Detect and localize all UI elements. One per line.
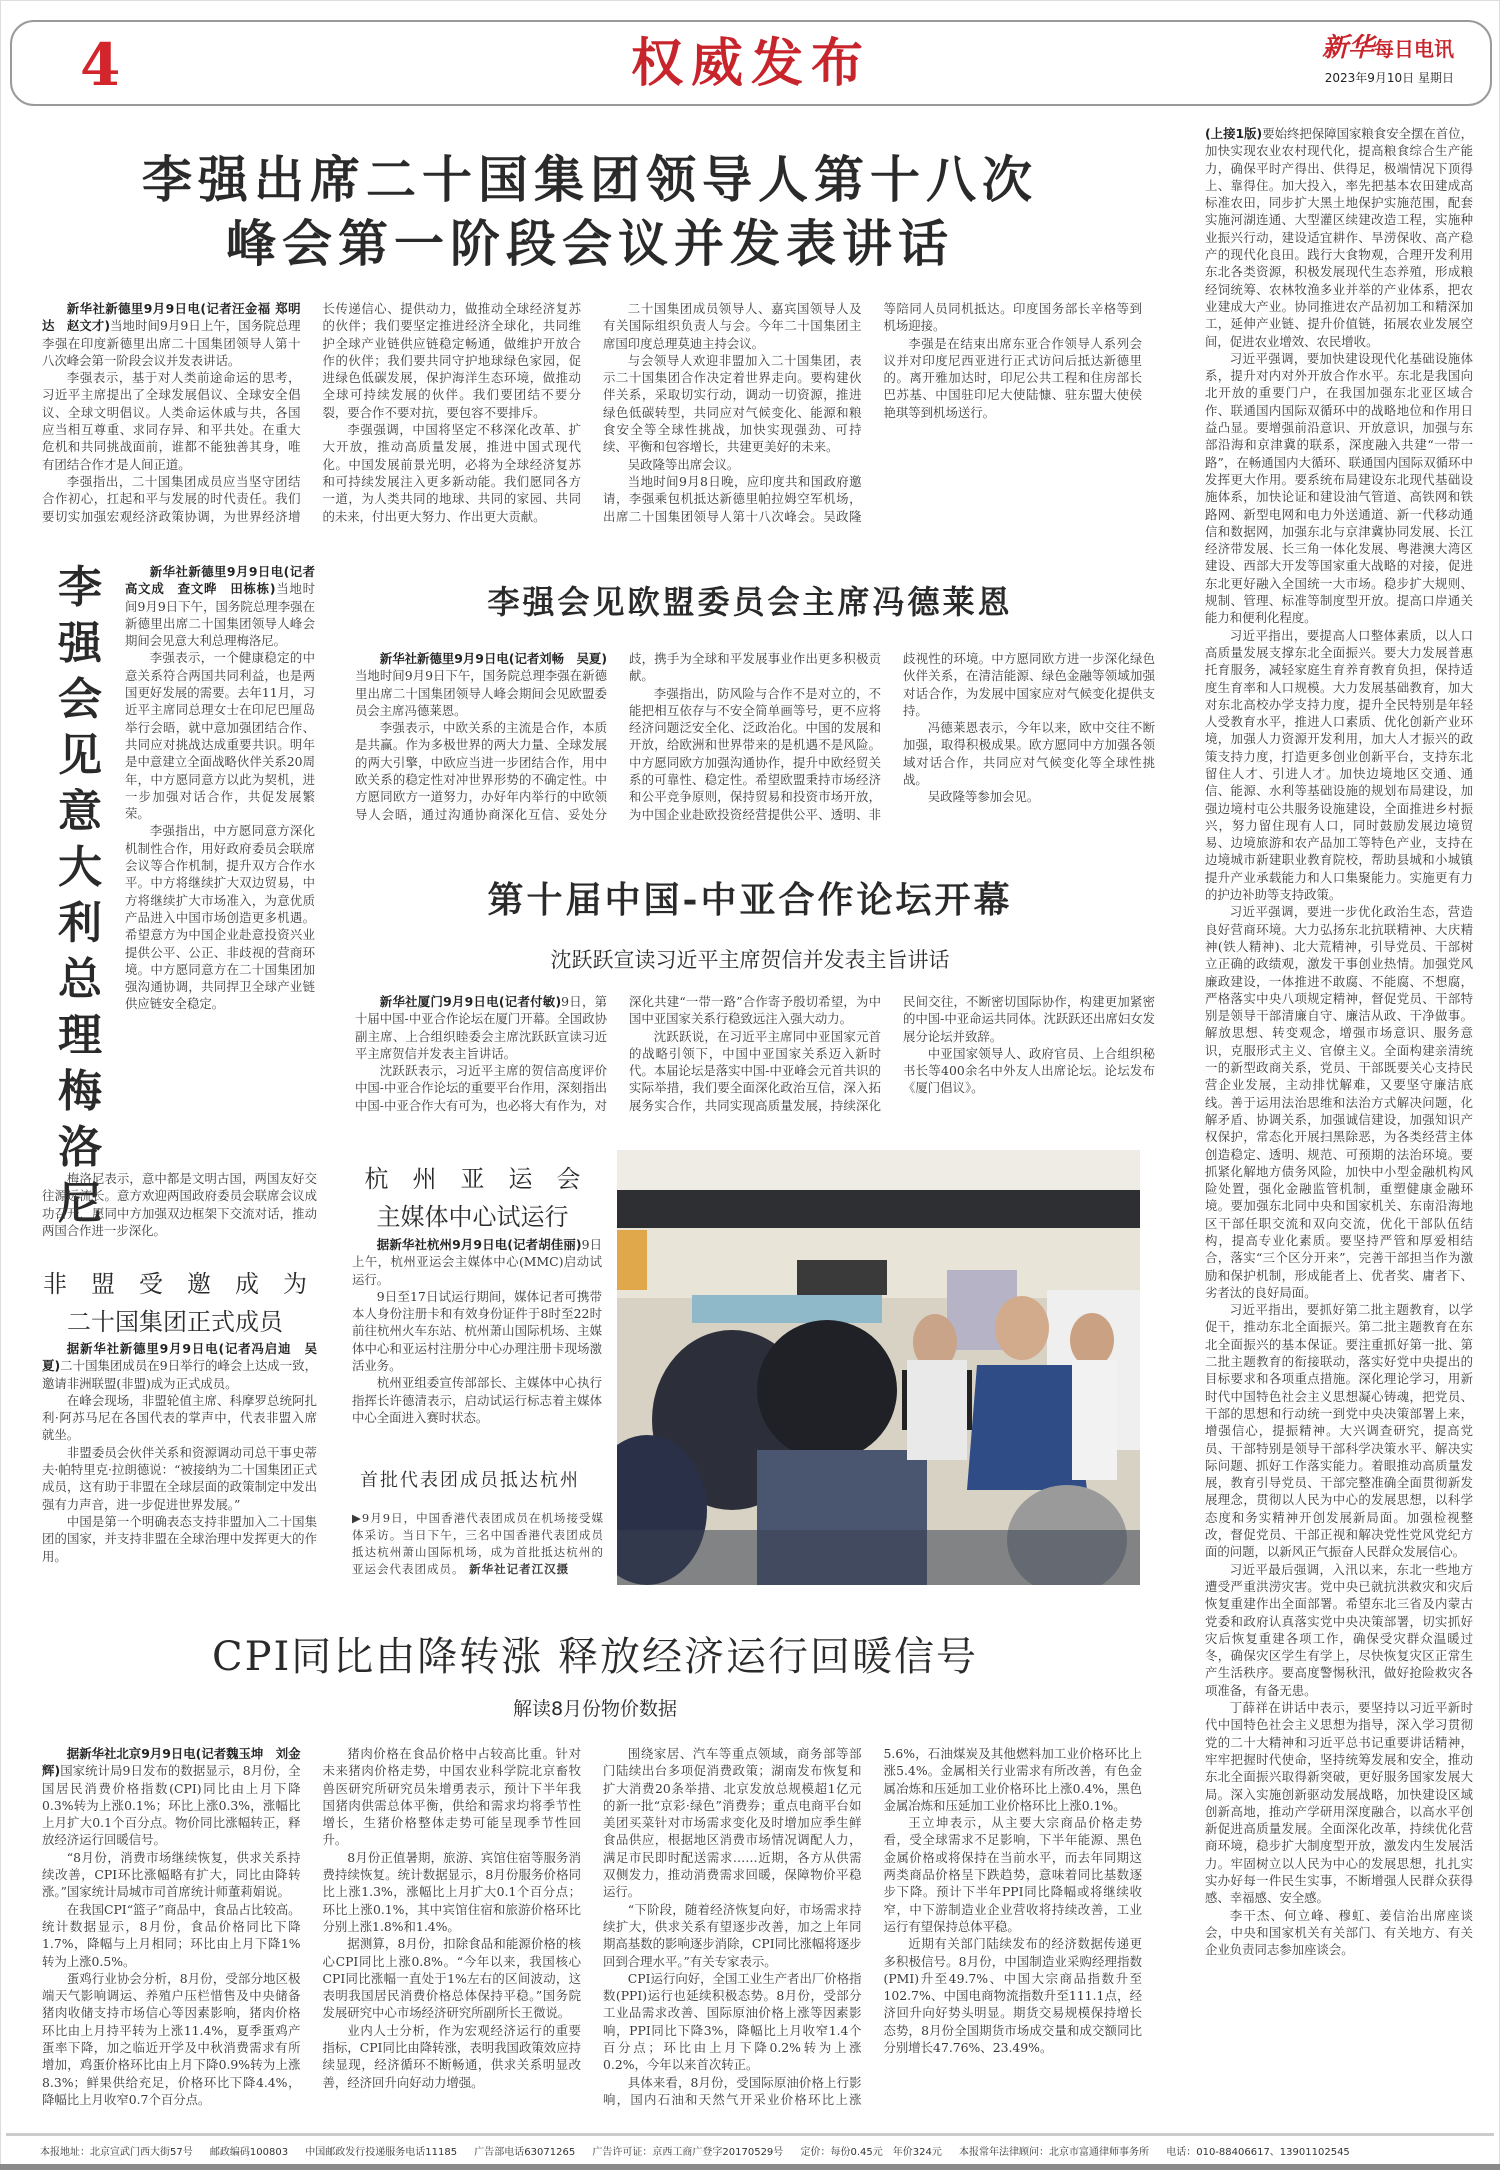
- page-bottom-edge: [0, 2164, 1500, 2170]
- article6-headline: 杭 州 亚 运 会 主媒体中心试运行: [364, 1165, 581, 1231]
- article3-dateline: 据新华社新德里9月9日电(记者冯启迪 吴夏): [42, 1341, 317, 1374]
- article5-subheadline: 沈跃跃宣读习近平主席贺信并发表主旨讲话: [550, 948, 950, 972]
- article1-body: 新华社新德里9月9日电(记者汪金福 郑明达 赵文才)当地时间9月9日上午，国务院总理李强在印度新德里出席二十国集团领导人第十八次峰会第一阶段会议并发表讲话。 李强表示，基于对人类前途命运的思考，习近平主席提出了全球发展倡议、全球安全倡议、全球文明倡议。人类命运休戚与共，各国应当相互尊重、求同存异、和平共处。在重大危机和共同挑战面前，谁都不能独善其身，唯有团结合作才是人间正道。 李强指出，二十国集团成员应当坚守团结合作初心，扛起和平与发展的时代责任。我们要切实加强宏观经济政策协调，为世界经济增长传递信心、提供动力，做推动全球经济复苏的伙伴；我们要坚定推进经济全球化，共同维护全球产业链供应链稳定畅通，做维护开放合作的伙伴；我们要共同守护地球绿色家园，促进绿色低碳发展，保护海洋生态环境，做推动全球可持续发展的伙伴。我们要团结不要分裂，要合作不要对抗，要包容不要排斥。 李强强调，中国将坚定不移深化改革、扩大开放，推动高质量发展，推进中国式现代化。中国发展前景光明，必将为全球经济复苏和可持续发展注入更多新动能。我们愿同各方一道，为人类共同的地球、共同的家园、共同的未来，付出更大努力、作出更大贡献。 二十国集团成员领导人、嘉宾国领导人及有关国际组织负责人与会。今年二十国集团主席国印度总理莫迪主持会议。 与会领导人欢迎非盟加入二十国集团，表示二十国集团合作决定着世界走向。要构建伙伴关系，采取切实行动，调动一切资源，推进绿色低碳转型，共同应对气候变化、能源和粮食安全等全球性挑战，加快实现强劲、可持续、平衡和包容增长，共建更美好的未来。 吴政隆等出席会议。 当地时间9月8日晚，应印度共和国政府邀请，李强乘包机抵达新德里帕拉姆空军机场，出席二十国集团领导人第十八次峰会。吴政隆等陪同人员同机抵达。印度国务部长辛格等到机场迎接。 李强是在结束出席东亚合作领导人系列会议并对印度尼西亚进行正式访问后抵达新德里的。离开雅加达时，印尼公共工程和住房部长巴苏基、中国驻印尼大使陆慷、驻东盟大使侯艳琪等到机场送行。: [42, 301, 1142, 524]
- article7-body: 据新华社北京9月9日电(记者魏玉坤 刘金辉)国家统计局9日发布的数据显示，8月份，全国居民消费价格指数(CPI)同比由上月下降0.3%转为上涨0.1%；环比上涨0.3%，涨幅比上月扩大0.1个百分点。物价同比涨幅转正，释放经济运行回暖信号。 “8月份，消费市场继续恢复，供求关系持续改善，CPI环比涨幅略有扩大，同比由降转涨。”国家统计局城市司首席统计师董莉娟说。 在我国CPI“篮子”商品中，食品占比较高。统计数据显示，8月份，食品价格同比下降1.7%，降幅与上月相同；环比由上月下降1%转为上涨0.5%。 蛋鸡行业协会分析，8月份，受部分地区极端天气影响调运、养殖户压栏惜售及中央储备猪肉收储支持市场信心等因素影响，猪肉价格环比由上月持平转为上涨11.4%，夏季蛋鸡产蛋率下降，加之临近开学及中秋消费需求有所增加，鸡蛋价格环比由上月下降0.9%转为上涨8.3%；鲜果供给充足，价格环比下降4.4%，降幅比上月收窄0.7个百分点。 猪肉价格在食品价格中占较高比重。针对未来猪肉价格走势，中国农业科学院北京畜牧兽医研究所研究员朱增勇表示，预计下半年我国猪肉供需总体平衡，供给和需求均将季节性增长，生猪价格整体走势可能呈现季节性回升。 8月份正值暑期，旅游、宾馆住宿等服务消费持续恢复。统计数据显示，8月份服务价格同比上涨1.3%，涨幅比上月扩大0.1个百分点；环比上涨0.1%，其中宾馆住宿和旅游价格环比分别上涨1.8%和1.4%。 据测算，8月份，扣除食品和能源价格的核心CPI同比上涨0.8%。“今年以来，我国核心CPI同比涨幅一直处于1%左右的区间波动，这表明我国居民消费价格总体保持平稳。”国务院发展研究中心市场经济研究所副所长王微说。 业内人士分析，作为宏观经济运行的重要指标，CPI同比由降转涨，表明我国政策效应持续显现，经济循环不断畅通，供求关系明显改善，经济回升向好动力增强。 围绕家居、汽车等重点领域，商务部等部门陆续出台多项促消费政策；湖南发布恢复和扩大消费20条举措、北京发放总规模超1亿元的新一批“京彩·绿色”消费券；重点电商平台如美团买菜针对市场需求变化及时增加应季生鲜食品供应，根据地区消费市场情况调配人力，满足市民即时配送需求……近期，各方从供需双侧发力，推动消费需求回暖，保障物价平稳运行。 “下阶段，随着经济恢复向好，市场需求持续扩大，供求关系有望逐步改善，加之上年同期高基数的影响逐步消除，CPI同比涨幅将逐步回到合理水平。”有关专家表示。 CPI运行向好，全国工业生产者出厂价格指数(PPI)运行也延续积极态势。8月份，受部分工业品需求改善、国际原油价格上涨等因素影响，PPI同比下降3%，降幅比上月收窄1.4个百分点；环比由上月下降0.2%转为上涨0.2%，今年以来首次转正。 具体来看，8月份，受国际原油价格上行影响，国内石油和天然气开采业价格环比上涨5.6%，石油煤炭及其他燃料加工业价格环比上涨5.4%。金属相关行业需求有所改善，有色金属冶炼和压延加工业价格环比上涨0.4%，黑色金属冶炼和压延加工业价格环比上涨0.1%。 王立坤表示，从主要大宗商品价格走势看，受全球需求不足影响，下半年能源、黑色金属价格或将保持在当前水平，而去年同期这两类商品价格呈下跌趋势，意味着同比基数逐步下降。预计下半年PPI同比降幅或将继续收窄，中下游制造业企业营收将持续改善，工业运行有望保持总体平稳。 近期有关部门陆续发布的经济数据传递更多积极信号。8月份，中国制造业采购经理指数(PMI)升至49.7%、中国大宗商品指数升至102.7%、中国电商物流指数升至111.1点，经济回升向好势头明显。期货交易规模保持增长态势，8月份全国期货市场成交量和成交额同比分别增长47.76%、23.49%。: [42, 1746, 1142, 2107]
- news-photo: [617, 1150, 1140, 1585]
- article5-headline: 第十届中国-中亚合作论坛开幕: [487, 879, 1013, 921]
- article8-continued-body: (上接1版)要始终把保障国家粮食安全摆在首位，加快实现农业农村现代化，提高粮食综合生产能力，确保平时产得出、供得足，极端情况下顶得上、靠得住。加大投入，率先把基本农田建成高标准农田，同步扩大黑土地保护实施范围，配套实施河湖连通、大型灌区续建改造工程，实施种业振兴行动，建设适宜耕作、旱涝保收、高产稳产的现代化良田。践行大食物观，合理开发利用东北各类资源，积极发展现代生态养殖，形成粮经饲统筹、农林牧渔多业并举的产业体系，把农业建成大产业。协同推进农产品初加工和精深加工，延伸产业链、提升价值链，拓展农业发展空间，促进农业增效、农民增收。 习近平强调，要加快建设现代化基础设施体系，提升对内对外开放合作水平。东北是我国向北开放的重要门户，在我国加强东北亚区域合作、联通国内国际双循环中的战略地位和作用日益凸显。要增强前沿意识、开放意识，加强与东部沿海和京津冀的联系，深度融入共建“一带一路”，在畅通国内大循环、联通国内国际双循环中发挥更大作用。要系统布局建设东北现代基础设施体系，加快论证和建设油气管道、高铁网和铁路网、新型电网和电力外送通道、新一代移动通信和数据网，加强东北与京津冀协同发展、长江经济带发展、长三角一体化发展、粤港澳大湾区建设、西部大开发等国家重大战略的对接，促进东北更好融入全国统一大市场。稳步扩大规则、规制、管理、标准等制度型开放。提高口岸通关能力和便利化程度。 习近平指出，要提高人口整体素质，以人口高质量发展支撑东北全面振兴。要大力发展普惠托育服务，减轻家庭生育养育教育负担，保持适度生育率和人口规模。大力发展基础教育，加大对东北高校办学支持力度，提升全民特别是年轻人受教育水平，推进人口素质、优化创新产业环境，加强人力资源开发利用，加大人才振兴的政策支持力度，打造更多创业创新平台，支持东北留住人才、引进人才。加快边境地区交通、通信、能源、水利等基础设施的规划布局建设，加强边境村屯公共服务设施建设，全面推进乡村振兴，努力留住现有人口，同时鼓励发展边境贸易、边境旅游和农产品加工等特色产业，支持在边境城市新建职业教育院校，帮助县城和小城镇提升产业承载能力和人口集聚能力。实施更有力的护边补助等支持政策。 习近平强调，要进一步优化政治生态，营造良好营商环境。大力弘扬东北抗联精神、大庆精神(铁人精神)、北大荒精神，引导党员、干部树立正确的政绩观，激发干事创业热情。加强党风廉政建设，一体推进不敢腐、不能腐、不想腐，严格落实中央八项规定精神，督促党员、干部特别是领导干部清廉自守、廉洁从政、干净做事。解放思想、转变观念，增强市场意识、服务意识，克服形式主义、官僚主义。全面构建亲清统一的新型政商关系，党员、干部既要关心支持民营企业发展，主动排忧解难，又要坚守廉洁底线。善于运用法治思维和法治方式解决问题，化解矛盾、协调关系，加强诚信建设，加强知识产权保护，常态化开展扫黑除恶，为各类经营主体创造稳定、透明、规范、可预期的法治环境。要抓紧化解地方债务风险，加快中小型金融机构风险处置，强化金融监管机制，重塑健康金融环境。要加强东北同中央和国家机关、东南沿海地区干部任职交流和双向交流，优化干部队伍结构，提高专业化素质。要坚持严管和厚爱相结合，落实“三个区分开来”，完善干部担当作为激励和保护机制，形成能者上、优者奖、庸者下、劣者汰的良好局面。 习近平指出，要抓好第二批主题教育，以学促干，推动东北全面振兴。第二批主题教育在东北全面振兴的基本保证。要注重抓好第一批、第二批主题教育的衔接联动，落实好党中央提出的目标要求和各项重点措施。深化理论学习，用新时代中国特色社会主义思想凝心铸魂，把党员、干部的思想和行动统一到党中央决策部署上来，增强信心，提振精神。大兴调查研究，提高党员、干部特别是领导干部科学决策水平、解决实际问题、抓好工作落实能力。着眼推动高质量发展，教育引导党员、干部完整准确全面贯彻新发展理念，贯彻以人民为中心的发展思想，以科学态度和务实精神开创发展新局面。加强检视整改，督促党员、干部正视和解决党性党风党纪方面的问题，以新风正气振奋人民群众发展信心。 习近平最后强调，入汛以来，东北一些地方遭受严重洪涝灾害。党中央已就抗洪救灾和灾后恢复重建作出全面部署。希望东北三省及内蒙古党委和政府认真落实党中央决策部署，切实抓好灾后恢复重建各项工作，确保受灾群众温暖过冬，确保灾区学生有学上，尽快恢复灾区正常生产生活秩序。要高度警惕秋汛，做好抢险救灾各项准备，有备无患。 丁薛祥在讲话中表示，要坚持以习近平新时代中国特色社会主义思想为指导，深入学习贯彻党的二十大精神和习近平总书记重要讲话精神，牢牢把握时代使命，坚持统筹发展和安全，推动东北全面振兴取得新突破，更好服务国家发展大局。深入实施创新驱动发展战略，加快建设区域创新高地，推动产学研用深度融合，以高水平创新促进高质量发展。全面深化改革，持续优化营商环境，稳步扩大制度型开放，激发内生发展活力。牢固树立以人民为中心的发展思想，扎扎实实办好每一件民生实事，不断增强人民群众获得感、幸福感、安全感。 李干杰、何立峰、穆虹、姜信治出席座谈会，中央和国家机关有关部门、有关地方、有关企业负责同志参加座谈会。: [1205, 126, 1473, 1958]
- photo-caption: ▶9月9日，中国香港代表团成员在机场接受媒体采访。当日下午，三名中国香港代表团成员抵达杭州萧山国际机场，成为首批抵达杭州的亚运会代表团成员。 新华社记者江汉摄: [352, 1511, 604, 1576]
- article3-body: 据新华社新德里9月9日电(记者冯启迪 吴夏)二十国集团成员在9日举行的峰会上达成一致，邀请非洲联盟(非盟)成为正式成员。 在峰会现场，非盟轮值主席、科摩罗总统阿扎利·阿苏马尼在各国代表的掌声中，代表非盟入席就坐。 非盟委员会伙伴关系和资源调动司总干事史蒂夫·帕特里克·拉朗德说：“被接纳为二十国集团正式成员，这有助于非盟在全球层面的政策制定中发出强有力声音，进一步促进世界发展。” 中国是第一个明确表态支持非盟加入二十国集团的国家，并支持非盟在全球治理中发挥更大的作用。: [42, 1341, 317, 1564]
- article2-dateline: 新华社新德里9月9日电(记者高文成 查文晔 田栋栋): [125, 564, 315, 597]
- footer-address: 本报地址：北京宣武门西大街57号: [40, 2147, 193, 2158]
- article2-vertical-headline: 李 强 会 见 意 大 利 总 理 梅 洛 尼: [58, 562, 102, 1229]
- airport-interview-photo: [617, 1150, 1140, 1585]
- footer-phone: 电话：010-88406617、13901102545: [1166, 2147, 1350, 2158]
- footer-divider: [6, 2133, 1494, 2136]
- newspaper-logo: 新华每日电讯: [1321, 33, 1454, 63]
- continued-from-label: (上接1版): [1205, 126, 1263, 141]
- footer-postcode: 邮政编码100803: [209, 2147, 289, 2158]
- article4-dateline: 新华社新德里9月9日电(记者刘畅 吴夏): [379, 651, 607, 666]
- article1-headline: 李强出席二十国集团领导人第十八次 峰会第一阶段会议并发表讲话: [142, 150, 1038, 273]
- photo-credit: 新华社记者江汉摄: [469, 1562, 570, 1576]
- masthead: [1322, 32, 1454, 86]
- footer-price: 定价：每份0.45元 年价324元: [800, 2147, 942, 2158]
- page-number: 4: [80, 31, 121, 99]
- page-footer: [40, 2143, 1364, 2158]
- article5-dateline: 新华社厦门9月9日电(记者付敏): [379, 994, 562, 1009]
- footer-delivery-phone: 中国邮政发行投递服务电话11185: [305, 2147, 458, 2158]
- article4-body: 新华社新德里9月9日电(记者刘畅 吴夏)当地时间9月9日下午，国务院总理李强在新德里出席二十国集团领导人峰会期间会见欧盟委员会主席冯德莱恩。 李强表示，中欧关系的主流是合作，本质是共赢。作为多极世界的两大力量、全球发展的两大引擎，中欧应当进一步团结合作，用中欧关系的稳定性对冲世界形势的不确定性。中方愿同欧方一道努力，办好年内举行的中欧领导人会晤，通过沟通协商深化互信、妥处分歧，携手为全球和平发展事业作出更多积极贡献。 李强指出，防风险与合作不是对立的，不能把相互依存与不安全简单画等号，更不应将经济问题泛安全化、泛政治化。中国的发展和开放，给欧洲和世界带来的是机遇不是风险。中方愿同欧方加强沟通协作，提升中欧经贸关系的可靠性、稳定性。希望欧盟秉持市场经济和公平竞争原则，保持贸易和投资市场开放，为中国企业赴欧投资经营提供公平、透明、非歧视性的环境。中方愿同欧方进一步深化绿色伙伴关系，在清洁能源、绿色金融等领域加强对话合作，为发展中国家应对气候变化提供支持。 冯德莱恩表示，今年以来，欧中交往不断加强，取得积极成果。欧方愿同中方加强各领域对话合作，共同应对气候变化等全球性挑战。 吴政隆等参加会见。: [355, 651, 1155, 822]
- article2-body-end: 梅洛尼表示，意中都是文明古国，两国友好交往源远流长。意方欢迎两国政府委员会联席会议成功召开，愿同中方加强双边框架下交流对话，推动两国合作进一步深化。: [42, 1171, 317, 1238]
- photo-story-title: 首批代表团成员抵达杭州: [360, 1470, 580, 1491]
- article3-headline: 非 盟 受 邀 成 为 二十国集团正式成员: [43, 1270, 307, 1336]
- article7-headline: CPI同比由降转涨 释放经济运行回暖信号: [211, 1634, 979, 1680]
- article2-body: 新华社新德里9月9日电(记者高文成 查文晔 田栋栋)当地时间9月9日下午，国务院总理李强在新德里出席二十国集团领导人峰会期间会见意大利总理梅洛尼。 李强表示，一个健康稳定的中意关系符合两国共同利益，也是两国更好发展的需要。去年11月，习近平主席同总理女士在印尼巴厘岛举行会晤，就中意加强团结合作、共同应对挑战达成重要共识。明年是中意建立全面战略伙伴关系20周年，中方愿同意方以此为契机，进一步加强对话合作，共促发展繁荣。 李强指出，中方愿同意方深化机制性合作，用好政府委员会联席会议等合作机制，提升双方合作水平。中方将继续扩大双边贸易，中方将继续扩大市场准入，为意优质产品进入中国市场创造更多机遇。希望意方为中国企业赴意投资兴业提供公平、公正、非歧视的营商环境。中方愿同意方在二十国集团加强沟通协调，共同捍卫全球产业链供应链安全稳定。: [125, 564, 315, 1012]
- article6-dateline: 据新华社杭州9月9日电(记者胡佳丽): [376, 1237, 582, 1252]
- article7-dateline: 据新华社北京9月9日电(记者魏玉坤 刘金辉): [42, 1746, 301, 1779]
- footer-legal-counsel: 本报常年法律顾问：北京市富通律师事务所: [959, 2147, 1150, 2158]
- article7-subheadline: 解读8月份物价数据: [512, 1698, 678, 1720]
- section-title: 权威发布: [630, 33, 871, 94]
- footer-ad-license: 广告许可证：京西工商广登字20170529号: [592, 2147, 784, 2158]
- issue-date: 2023年9月10日 星期日: [1324, 71, 1454, 85]
- article1-dateline: 新华社新德里9月9日电(记者汪金福 郑明达 赵文才): [42, 301, 301, 334]
- article5-body: 新华社厦门9月9日电(记者付敏)9日，第十届中国-中亚合作论坛在厦门开幕。全国政协副主席、上合组织睦委会主席沈跃跃宣读习近平主席贺信并发表主旨讲话。 沈跃跃表示，习近平主席的贺信高度评价中国-中亚合作论坛的重要平台作用，深刻指出中国-中亚合作大有可为，也必将大有作为，对深化共建“一带一路”合作寄予殷切希望，为中国中亚国家关系行稳致远注入强大动力。 沈跃跃说，在习近平主席同中亚国家元首的战略引领下，中国中亚国家关系迈入新时代。本届论坛是落实中国-中亚峰会元首共识的实际举措，我们要全面深化政治互信，深入拓展务实合作，共同实现高质量发展，持续深化民间交往，不断密切国际协作，构建更加紧密的中国-中亚命运共同体。沈跃跃还出席妇女发展分论坛并致辞。 中亚国家领导人、政府官员、上合组织秘书长等400余名中外友人出席论坛。论坛发布《厦门倡议》。: [355, 994, 1155, 1113]
- footer-ad-phone: 广告部电话63071265: [474, 2147, 576, 2158]
- page-header: [10, 20, 1492, 106]
- article4-headline: 李强会见欧盟委员会主席冯德莱恩: [487, 583, 1013, 621]
- article6-body: 据新华社杭州9月9日电(记者胡佳丽)9日上午，杭州亚运会主媒体中心(MMC)启动试运行。 9日至17日试运行期间，媒体记者可携带本人身份注册卡和有效身份证件于8时至22时前往杭州火车东站、杭州萧山国际机场、主媒体中心和亚运村注册分中心办理注册卡现场激活业务。 杭州亚组委宣传部部长、主媒体中心执行指挥长许德清表示，启动试运行标志着主媒体中心全面进入赛时状态。: [352, 1237, 602, 1425]
